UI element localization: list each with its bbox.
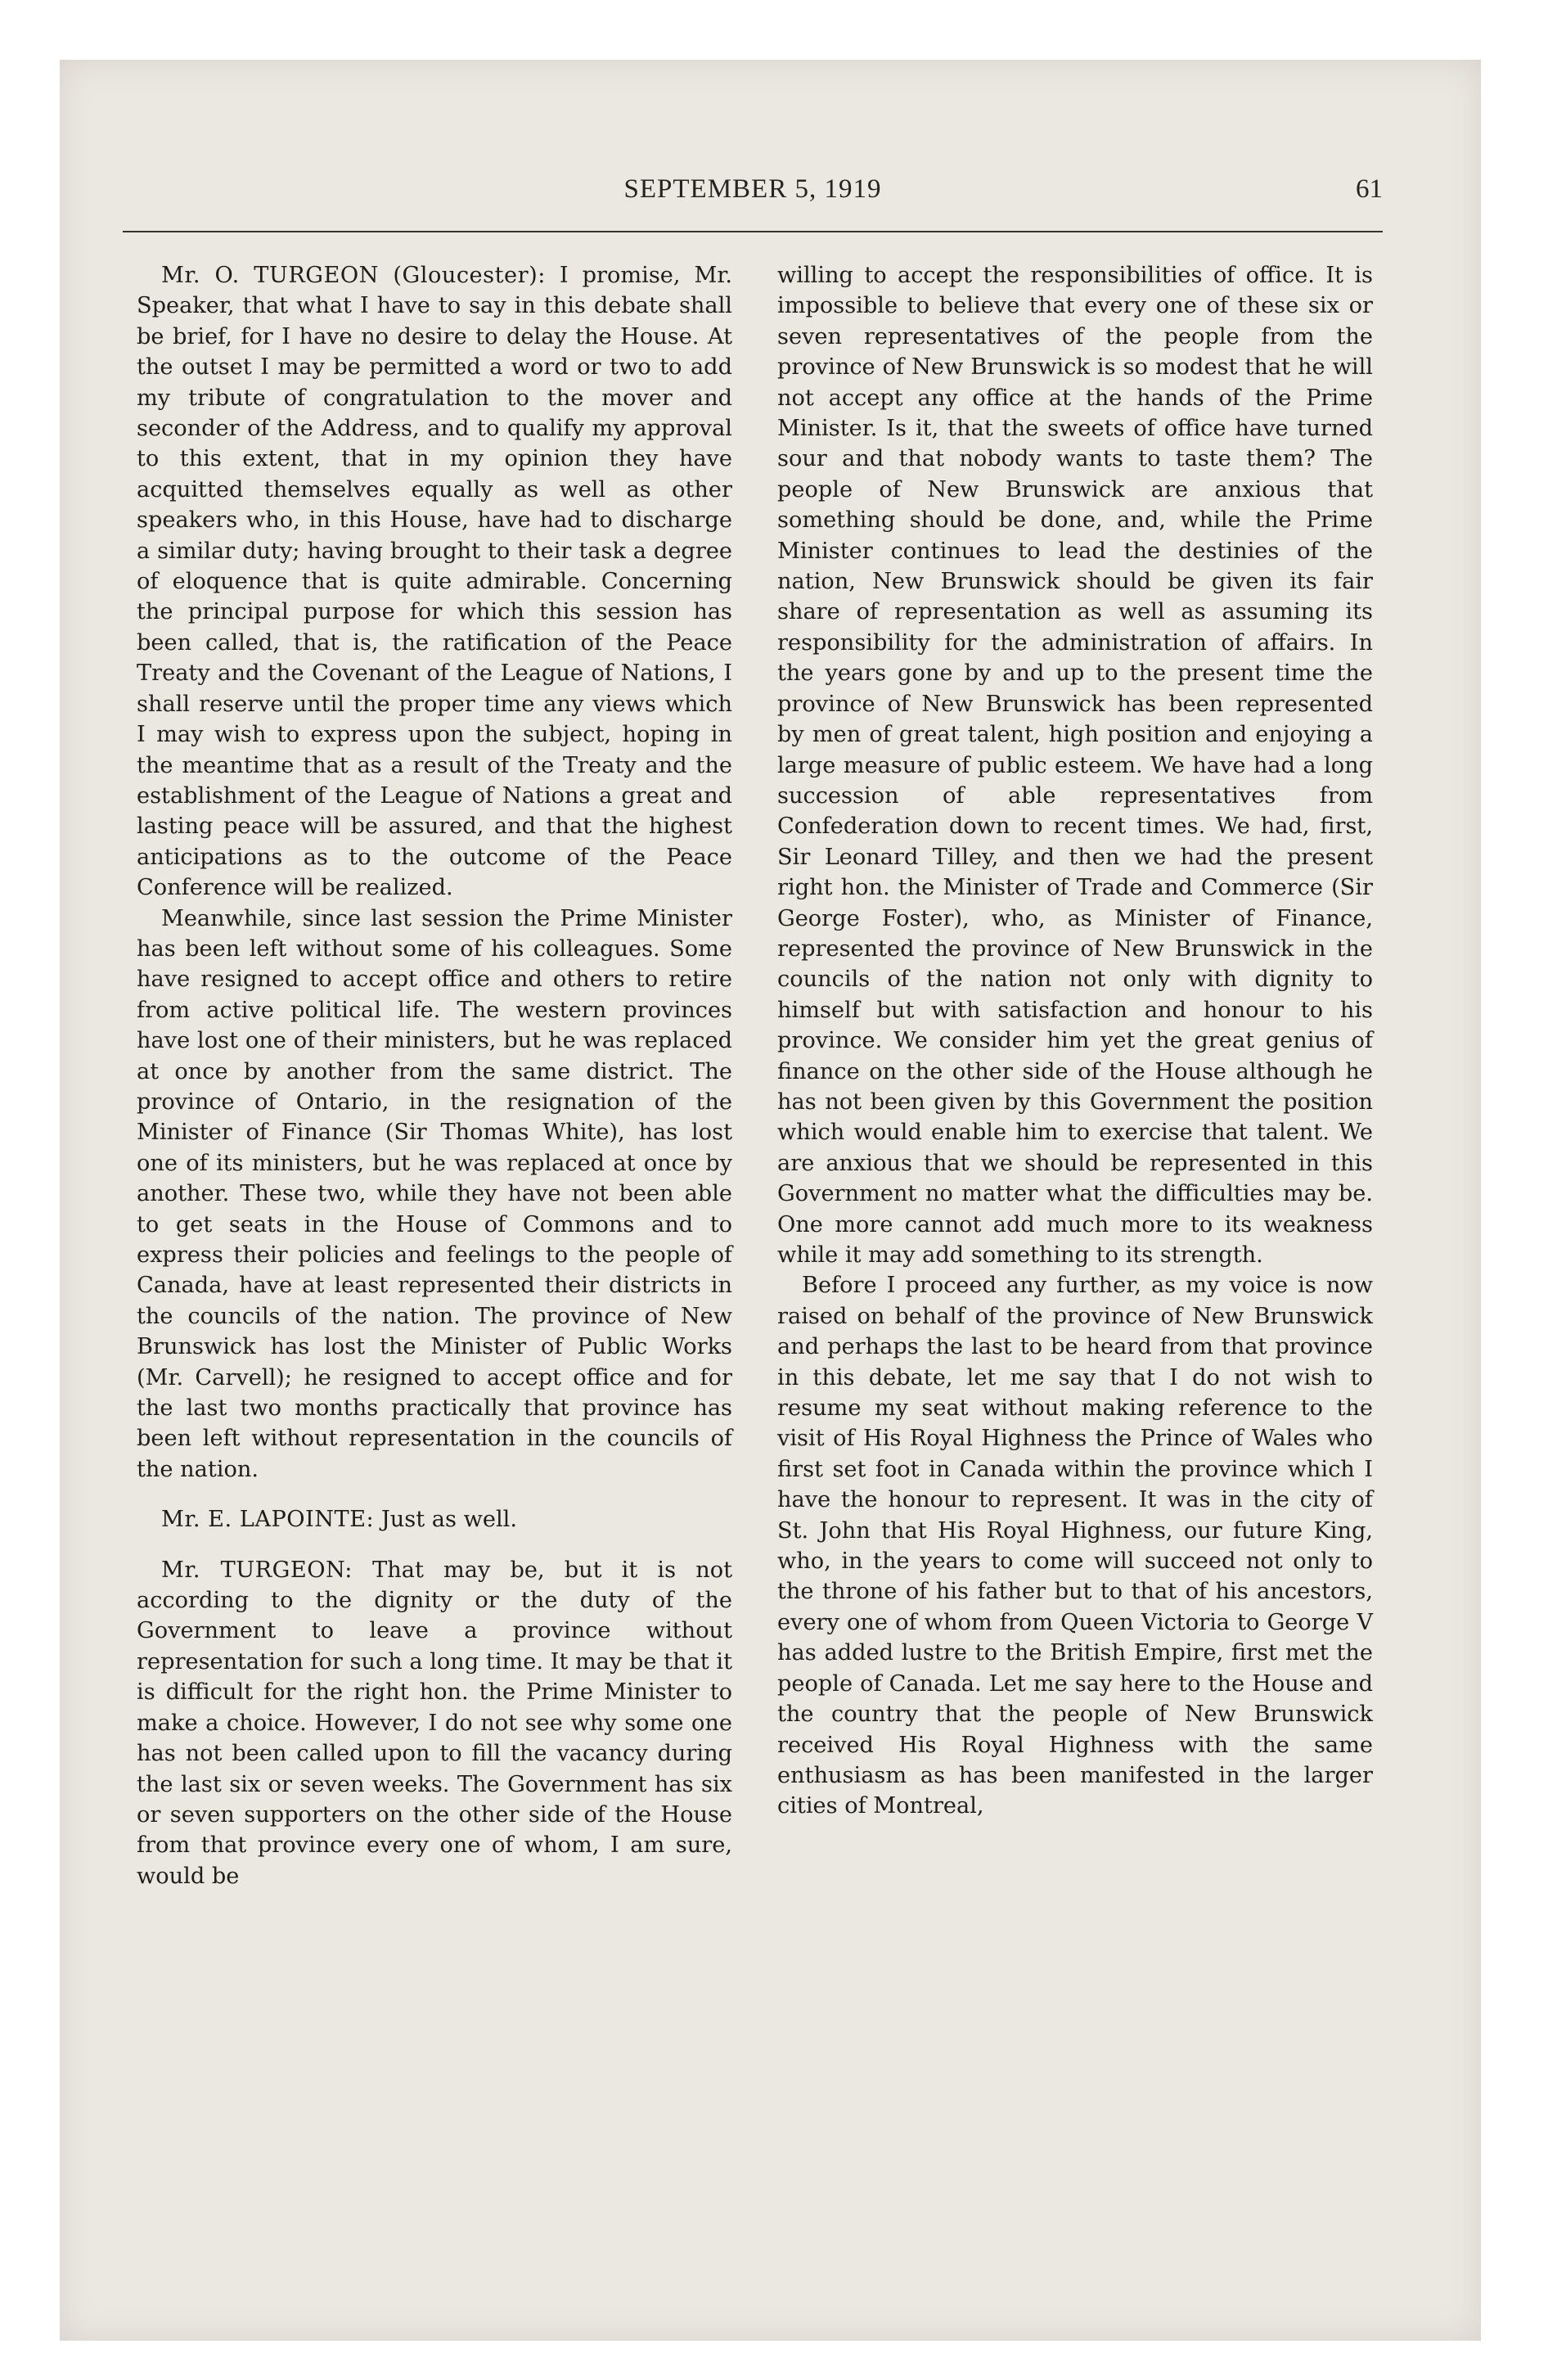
speaker-name: Mr. O. TURGEON (Gloucester): bbox=[161, 263, 546, 288]
speaker-name: Mr. E. LAPOINTE: bbox=[161, 1507, 375, 1533]
paragraph-text: That may be, but it is not according to the dignity or the duty of the Government to leave a province without representation for such a long time. It may be that it is difficult for the right hon. the Prime Minister to make a choice. However, I do not see why some one has not been called upon to fill the vacancy during the last six or seven weeks. The Government has six or seven supporters on the other side of the House from that province every one of whom, I am sure, would be bbox=[137, 1557, 732, 1889]
paragraph-turgeon-reply bbox=[137, 1555, 732, 1891]
header-rule bbox=[123, 231, 1383, 232]
speaker-name: Mr. TURGEON: bbox=[161, 1557, 353, 1583]
page-header bbox=[123, 174, 1383, 215]
paragraph-lapointe-interjection bbox=[137, 1504, 732, 1535]
page-number: 61 bbox=[1356, 174, 1383, 204]
paragraph-meanwhile: Meanwhile, since last session the Prime Minister has been left without some of his colleagues. Some have resigned to accept office and others to retire from active political life. The western provinces have lost one of their ministers, but he was replaced at once by another from the same district. The province of Ontario, in the resignation of the Minister of Finance (Sir Thomas White), has lost one of its ministers, but he was replaced at once by another. These two, while they have not been able to get seats in the House of Commons and to express their policies and feelings to the people of Canada, have at least represented their districts in the councils of the nation. The province of New Brunswick has lost the Minister of Public Works (Mr. Carvell); he resigned to accept office and for the last two months practically that province has been left without representation in the councils of the nation. bbox=[137, 905, 732, 1482]
left-column bbox=[137, 260, 732, 1891]
paragraph-turgeon-opening bbox=[137, 260, 732, 904]
page-date-title: SEPTEMBER 5, 1919 bbox=[623, 174, 882, 204]
paragraph-continuation: willing to accept the responsibilities of office. It is impossible to believe that every one of these six or seven representatives of the people from the province of New Brunswick is so modest that he will not accept any office at the hands of the Prime Minister. Is it, that the sweets of office have turned sour and that nobody wants to taste them? The people of New Brunswick are anxious that something should be done, and, while the Prime Minister continues to lead the destinies of the nation, New Brunswick should be given its fair share of representation as well as assuming its responsibility for the administration of affairs. In the years gone by and up to the present time the province of New Brunswick has been represented by men of great talent, high position and enjoying a large measure of public esteem. We have had a long succession of able representatives from Confederation down to recent times. We had, first, Sir Leonard Tilley, and then we had the present right hon. the Minister of Trade and Commerce (Sir George Foster), who, as Minister of Finance, represented the province of New Brunswick in the councils of the nation not only with dignity to himself but with satisfaction and honour to his province. We consider him yet the great genius of finance on the other side of the House although he has not been given by this Government the position which would enable him to exercise that talent. We are anxious that we should be represented in this Government no matter what the difficulties may be. One more cannot add much more to its weakness while it may add something to its strength. bbox=[777, 263, 1373, 1268]
paragraph-text: I promise, Mr. Speaker, that what I have to say in this debate shall be brief, for I have no desire to delay the House. At the outset I may be permitted a word or two to add my tribute of congratulation to the mover and seconder of the Address, and to qualify my approval to this extent, that in my opinion they have acquitted themselves equally as well as other speakers who, in this House, have had to discharge a similar duty; having brought to their task a degree of eloquence that is quite admirable. Concerning the principal purpose for which this session has been called, that is, the ratification of the Peace Treaty and the Covenant of the League of Nations, I shall reserve until the proper time any views which I may wish to express upon the subject, hoping in the meantime that as a result of the Treaty and the establishment of the League of Nations a great and lasting peace will be assured, and that the highest anticipations as to the outcome of the Peace Conference will be realized. bbox=[137, 263, 732, 901]
paragraph-royal-visit: Before I proceed any further, as my voice is now raised on behalf of the province of New Brunswick and perhaps the last to be heard from that province in this debate, let me say that I do not wish to resume my seat without making reference to the visit of His Royal Highness the Prince of Wales who first set foot in Canada within the province which I have the honour to represent. It was in the city of St. John that His Royal Highness, our future King, who, in the years to come will succeed not only to the throne of his father but to that of his ancestors, every one of whom from Queen Victoria to George V has added lustre to the British Empire, first met the people of Canada. Let me say here to the House and the country that the people of New Brunswick received His Royal Highness with the same enthusiasm as has been manifested in the larger cities of Montreal, bbox=[777, 1273, 1373, 1819]
right-column bbox=[777, 260, 1373, 1822]
paragraph-text: Just as well. bbox=[374, 1507, 517, 1533]
